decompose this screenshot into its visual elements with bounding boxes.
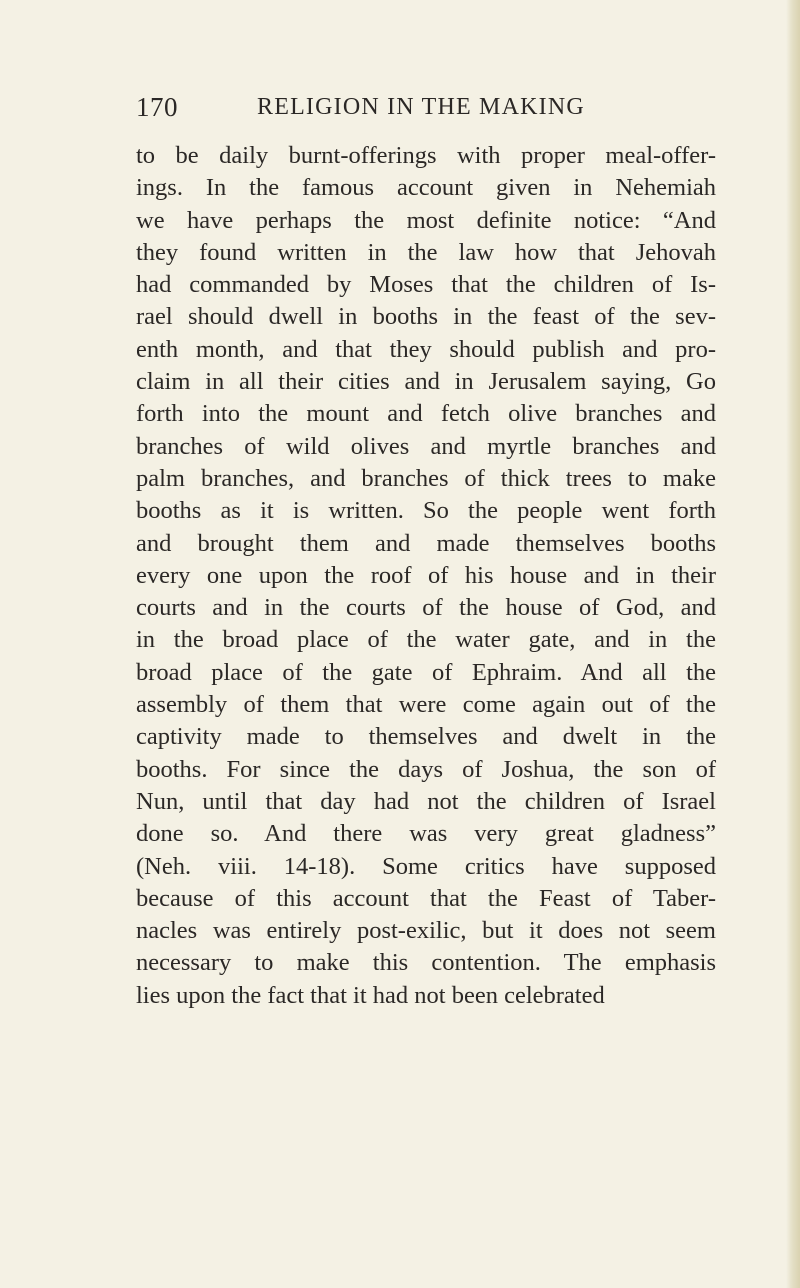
text-line: branches of wild olives and myrtle branches and — [136, 432, 716, 460]
text-line: in the broad place of the water gate, and in the — [136, 626, 716, 654]
page-number: 170 — [136, 92, 178, 122]
text-line: captivity made to themselves and dwelt in the — [136, 723, 716, 751]
text-line: booths. For since the days of Joshua, the son of — [136, 755, 716, 783]
text-line: ings. In the famous account given in Nehemiah — [136, 174, 716, 202]
text-line: done so. And there was very great gladness” — [136, 820, 716, 848]
text-line: we have perhaps the most definite notice: “And — [136, 206, 716, 234]
text-line: rael should dwell in booths in the feast of the sev- — [136, 303, 716, 331]
text-line: because of this account that the Feast of Taber- — [136, 884, 716, 912]
text-line: Nun, until that day had not the children of Israel — [136, 787, 716, 815]
text-line: enth month, and that they should publish and pro- — [136, 335, 716, 363]
text-line: necessary to make this contention. The emphasis — [136, 949, 716, 977]
running-head — [136, 90, 756, 124]
text-line: they found written in the law how that Jehovah — [136, 238, 716, 266]
body-text — [136, 140, 716, 1012]
text-line: broad place of the gate of Ephraim. And all the — [136, 658, 716, 686]
text-line: forth into the mount and fetch olive branches and — [136, 400, 716, 428]
text-line: (Neh. viii. 14-18). Some critics have supposed — [136, 852, 716, 880]
text-line: booths as it is written. So the people went forth — [136, 497, 716, 525]
text-line: palm branches, and branches of thick trees to make — [136, 464, 716, 492]
text-line: and brought them and made themselves booths — [136, 529, 716, 557]
text-line: assembly of them that were come again out of the — [136, 691, 716, 719]
text-line: claim in all their cities and in Jerusalem saying, Go — [136, 368, 716, 396]
text-line: nacles was entirely post-exilic, but it does not seem — [136, 917, 716, 945]
page-edge-shadow — [786, 0, 800, 1288]
text-line: had commanded by Moses that the children of Is- — [136, 271, 716, 299]
text-line: courts and in the courts of the house of God, and — [136, 594, 716, 622]
text-line: lies upon the fact that it had not been celebrated — [136, 981, 605, 1009]
text-line: to be daily burnt-offerings with proper meal-offer- — [136, 142, 716, 169]
text-line: every one upon the roof of his house and in their — [136, 561, 716, 589]
running-title: RELIGION IN THE MAKING — [257, 94, 585, 120]
